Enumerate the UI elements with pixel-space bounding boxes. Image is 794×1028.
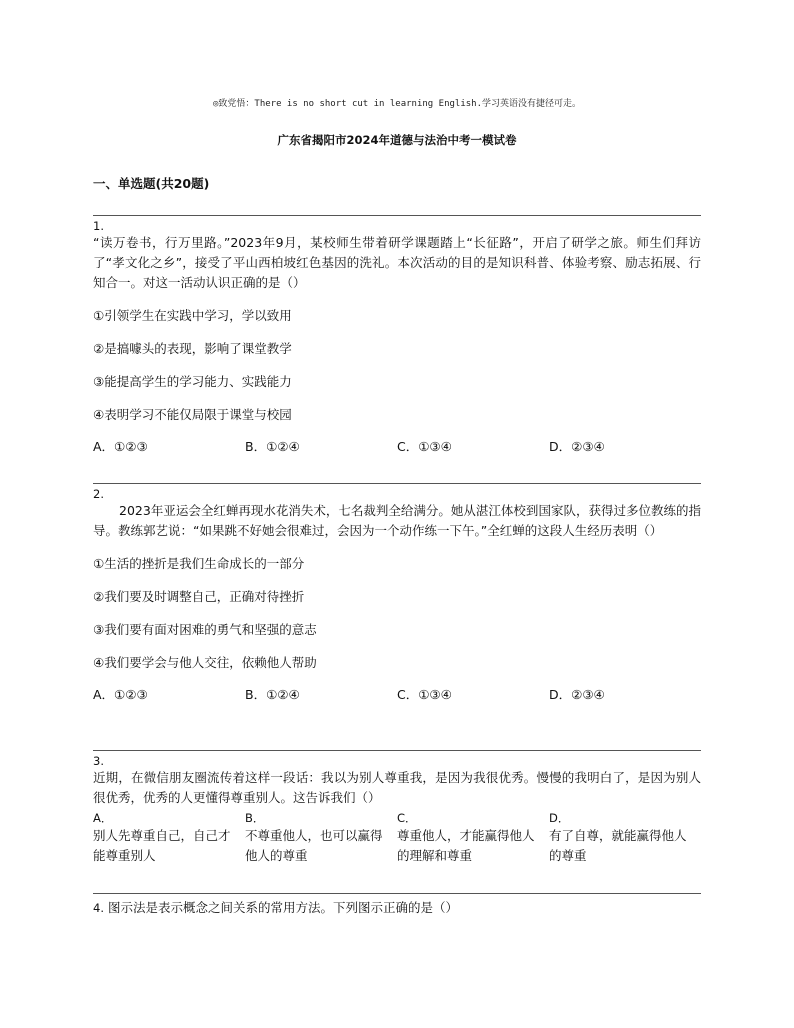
answer-choice-c[interactable]: C．①③④ — [397, 439, 452, 454]
answer-choice-c[interactable]: C．①③④ — [397, 687, 452, 702]
choice-text: 尊重他人，才能赢得他人的理解和尊重 — [397, 828, 535, 863]
question-number: 2. — [93, 487, 104, 501]
question-number: 3. — [93, 754, 104, 768]
question-4 — [93, 898, 701, 918]
divider — [93, 215, 701, 216]
statement-option: ②我们要及时调整自己，正确对待挫折 — [93, 589, 305, 604]
answer-choice-a[interactable]: A．①②③ — [93, 687, 148, 702]
answer-choice-b[interactable]: B．①②④ — [245, 439, 300, 454]
answer-choices — [93, 685, 701, 705]
question-stem: 2023年亚运会全红蝉再现水花消失术，七名裁判全给满分。她从湛江体校到国家队，获得过多位教练的指导。教练郭艺说：“如果跳不好她会很难过，会因为一个动作练一下午。”全红蝉的这段人生经历表明（） — [93, 503, 701, 538]
question-2 — [93, 487, 701, 705]
question-3 — [93, 754, 701, 866]
exam-title: 广东省揭阳市2024年道德与法治中考一模试卷 — [277, 133, 517, 147]
choice-letter: C． — [397, 811, 417, 825]
answer-choice-a[interactable]: A．①②③ — [93, 439, 148, 454]
answer-choice-b[interactable] — [245, 810, 397, 866]
statement-option: ①生活的挫折是我们生命成长的一部分 — [93, 556, 305, 571]
choice-text: 有了自尊，就能赢得他人的尊重 — [549, 828, 687, 863]
divider — [93, 483, 701, 484]
question-stem-text: 图示法是表示概念之间关系的常用方法。下列图示正确的是（） — [107, 900, 458, 915]
choice-text: 别人先尊重自己，自己才能尊重别人 — [93, 828, 231, 863]
statement-option: ④我们要学会与他人交往，依赖他人帮助 — [93, 655, 317, 670]
answer-choice-d[interactable]: D．②③④ — [549, 687, 605, 702]
choice-letter: A． — [93, 811, 113, 825]
question-number: 4. — [93, 901, 104, 915]
choice-letter: D． — [549, 811, 570, 825]
question-stem: “读万卷书，行万里路。”2023年9月，某校师生带着研学课题踏上“长征路”，开启了研学之旅。师生们拜访了“孝文化之乡”，接受了平山西柏坡红色基因的洗礼。本次活动的目的是知识科普、体验考察、励志拓展、行知合一。对这一活动认识正确的是（） — [93, 235, 701, 290]
answer-choices — [93, 437, 701, 457]
question-stem — [93, 898, 701, 918]
choice-letter: B． — [245, 811, 265, 825]
question-number: 1. — [93, 219, 104, 233]
statement-option: ③我们要有面对困难的勇气和坚强的意志 — [93, 622, 317, 637]
divider — [93, 750, 701, 751]
statement-option: ②是搞噱头的表现，影响了课堂教学 — [93, 341, 292, 356]
answer-choice-a[interactable] — [93, 810, 245, 866]
section-heading: 一、单选题(共20题) — [93, 176, 210, 191]
question-1 — [93, 219, 701, 457]
statement-option: ③能提高学生的学习能力、实践能力 — [93, 374, 292, 389]
answer-choices — [93, 810, 701, 866]
motto-line: ◎致党悟：There is no short cut in learning English.学习英语没有捷径可走。 — [213, 99, 581, 109]
answer-choice-d[interactable]: D．②③④ — [549, 439, 605, 454]
answer-choice-c[interactable] — [397, 810, 549, 866]
question-stem: 近期，在微信朋友圈流传着这样一段话：我以为别人尊重我，是因为我很优秀。慢慢的我明白了，是因为别人很优秀，优秀的人更懂得尊重别人。这告诉我们（） — [93, 770, 701, 805]
choice-text: 不尊重他人，也可以赢得他人的尊重 — [245, 828, 383, 863]
statement-option: ④表明学习不能仅局限于课堂与校园 — [93, 407, 292, 422]
answer-choice-b[interactable]: B．①②④ — [245, 687, 300, 702]
statement-option: ①引领学生在实践中学习，学以致用 — [93, 308, 292, 323]
divider — [93, 893, 701, 894]
answer-choice-d[interactable] — [549, 810, 701, 866]
